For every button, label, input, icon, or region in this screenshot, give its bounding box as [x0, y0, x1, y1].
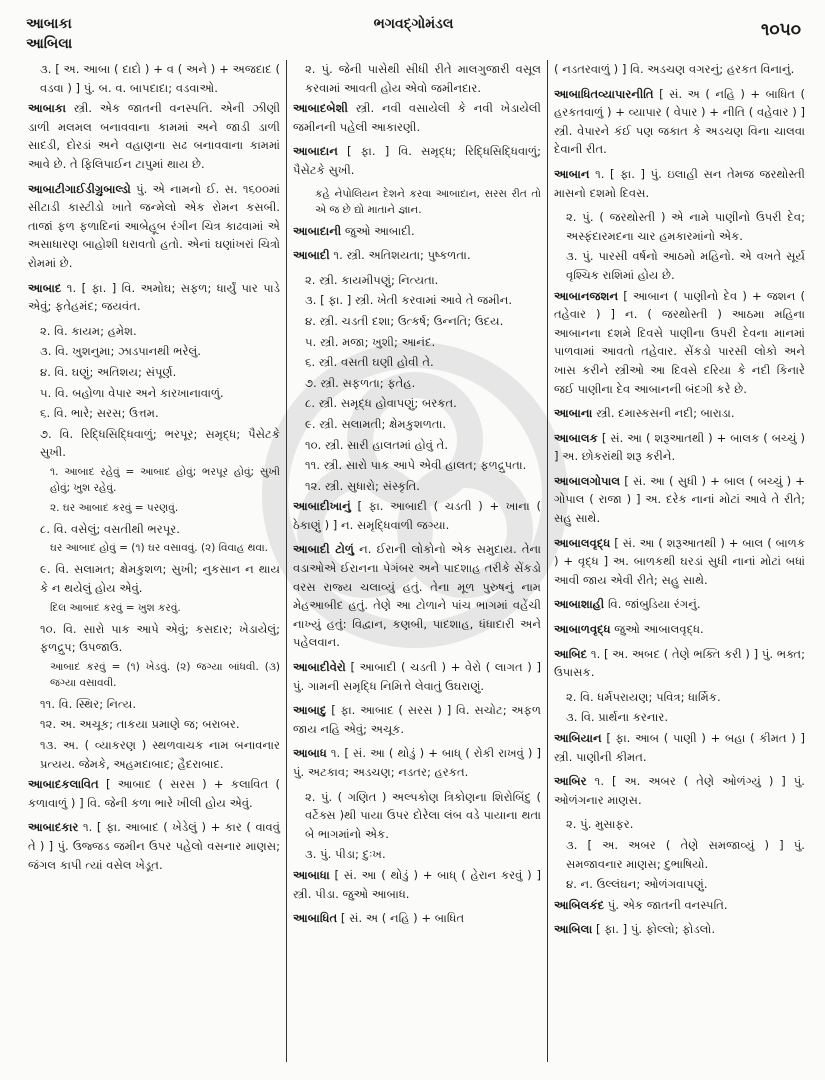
dictionary-entry [28, 818, 280, 874]
dictionary-entry [28, 540, 280, 556]
definition-text: ૭. સ્ત્રી. સફળતા; ફતેહ. [305, 375, 416, 390]
definition-text: ૪. ન. ઉલ્લંઘન; ઓળંગવાપણું. [566, 877, 708, 892]
dictionary-entry [28, 659, 280, 691]
dictionary-entry [28, 775, 280, 812]
definition-text: [ ફા. આબાદી ( ચડતી ) + ખાના ( ઠેકાણું ) ] ન. સમૃદ્ધિવાળી જગ્યા. [293, 499, 542, 532]
definition-text: ન. ઈરાની લોકોનો એક સમુદાય. તેના વડાઓએ ઈરાનના પેગંબર અને પાદશાહ તરીકે સેંકડો વરસ રાજ્ય ચલાવ્યું હતું. તેના મૂળ પુરુષનું નામ મેહઆબીદ હતું. તેણે આ ટોળાને પાંચ ભાગમાં વહેંચી નાખ્યું હતું: વિદ્વાન, કણબી, પાદશાહ, ધંધાદારી અને પહેલવાન. [293, 542, 542, 650]
definition-text: કહે નેપોલિયન દેશને કરવા આબાદાન, સરસ રીત તો એ જ છે દ્યો માતાને જ્ઞાન. [315, 187, 541, 216]
headword: આબાનજશન [554, 288, 619, 303]
dictionary-entry [293, 246, 541, 265]
definition-text: ૫. સ્ત્રી. મજા; ખુશી; આનંદ. [305, 334, 436, 349]
definition-text: [ સં. આ ( થોડું ) + બાધ્ ( હેરાન કરવું ) ] સ્ત્રી. પીડા. જુઓ આબાધ. [293, 867, 542, 901]
dictionary-entry [293, 99, 541, 136]
definition-text: [ ફા. આબાદ ( સરસ ) ] વિ. સચોટ; અફળ જાય નહિ એવું; અચૂક. [293, 703, 541, 736]
definition-text: [ સં. આ ( શરૂઆતથી ) + બાલ ( બાળક ) + વૃદ્ધ ] અ. બાળકથી ઘરડાં સુધી નાનાં મોટાં બધાં આવી જાય એવી રીતે; સહુ સાથે. [554, 535, 806, 587]
dictionary-entry [554, 836, 805, 873]
definition-text: ૧૧. વિ. સ્થિર; નિત્ય. [40, 696, 137, 711]
definition-text: [ આબાદી ( ચડતી ) + વેરો ( લાગત ) ] પું. ગામની સમૃદ્ધિ નિમિત્તે લેવાતું ઉઘરાણું. [293, 660, 541, 693]
dictionary-entry [293, 497, 541, 534]
definition-text: [ સં. આ ( સુધી ) + બાલ ( બચ્ચું ) + ગોપાલ ( રાજા ) ] અ. દરેક નાનાં મોટાં આવે તે રીતે; સહુ સાથે. [554, 473, 805, 526]
definition-text: [ ફા. ] પું. ફોલ્લો; ફોડલો. [595, 922, 716, 937]
definition-text: ૨. વિ. કાયમ; હમેશ. [40, 323, 137, 338]
dictionary-entry [28, 464, 280, 496]
dictionary-entry [554, 920, 805, 939]
headword: આબાના [554, 406, 593, 421]
dictionary-entry [293, 60, 541, 97]
definition-text: ૧. સ્ત્રી. અતિશયતા; પુષ્કળતા. [333, 248, 471, 263]
dictionary-entry [293, 788, 541, 844]
dictionary-entry [554, 208, 805, 245]
dictionary-entry [554, 688, 805, 707]
headword: આબિલકંદ [554, 897, 605, 912]
definition-text: [ ફા. ] વિ. સમૃદ્ધ; રિદ્ધિસિદ્ધિવાળું; પૈસેટકે સુખી. [293, 144, 541, 177]
definition-text: ૪. વિ. ઘણું; અતિશય; સંપૂર્ણ. [40, 364, 177, 379]
dictionary-entry [293, 415, 541, 434]
column-1 [22, 60, 286, 1062]
definition-text: ૩. વિ. પ્રાર્થના કરનાર. [566, 710, 669, 725]
dictionary-entry [293, 540, 541, 652]
dictionary-entry [28, 342, 280, 361]
definition-text: ૨. પું. મુસાફર. [566, 817, 634, 832]
headword: આબાદાન [293, 144, 338, 159]
dictionary-entry [28, 384, 280, 403]
headword: આબાધ [293, 746, 327, 761]
headword: આબાદીખાનું [293, 499, 351, 514]
dictionary-entry [554, 708, 805, 727]
dictionary-entry [28, 180, 280, 273]
dictionary-entry [293, 222, 541, 241]
headword: આબાધા [293, 867, 330, 882]
definition-text: ૩. વિ. ખુશનુમા; ઝાડપાનથી ભરેલું. [40, 344, 201, 359]
dictionary-entry [293, 312, 541, 331]
dictionary-entry [554, 472, 805, 528]
headword: આબિલા [554, 922, 593, 937]
dictionary-entry [554, 85, 805, 159]
definition-text: જુઓ આબાલવૃદ્ધ. [614, 622, 704, 637]
definition-text: ૨. ઘર આબાદ કરવું = પરણવું. [50, 501, 179, 514]
dictionary-entry [293, 394, 541, 413]
guide-word-last: આબિલા [26, 36, 73, 52]
definition-text: [ સં. આ ( શરૂઆતથી ) + બાલક ( બચ્ચું ) ] અ. છોકરાંથી શરૂ કરીને. [554, 430, 806, 464]
dictionary-entry [28, 500, 280, 516]
dictionary-entry [293, 291, 541, 310]
dictionary-entry [28, 736, 280, 773]
dictionary-entry [293, 142, 541, 179]
dictionary-entry [554, 729, 805, 766]
dictionary-entry [293, 186, 541, 218]
definition-text: ૬. વિ. ભારે; સરસ; ઉત્તમ. [40, 406, 159, 421]
definition-text: ૧. [ સં. આ ( થોડું ) + બાધ્ ( રોકી રાખવું ) ] પું. અટકાવ; અડચણ; નડતર; હરકત. [293, 746, 541, 779]
dictionary-entry [28, 99, 280, 173]
dictionary-entry [293, 374, 541, 393]
dictionary-entry [293, 271, 541, 290]
definition-text: ૪. સ્ત્રી. ચડતી દશા; ઉત્કર્ષ; ઉન્નતિ; ઉદય. [305, 313, 504, 328]
dictionary-entry [293, 744, 541, 781]
dictionary-entry [293, 701, 541, 738]
definition-text: ૩. પું. પારસી વર્ષનો આઠમો મહિનો. એ વખતે સૂર્ય વૃશ્ચિક રાશિમાં હોય છે. [566, 249, 805, 282]
definition-text: [ સં. અ ( નહિ ) + બાધિત [340, 911, 465, 926]
headword: આબાદકાર [28, 820, 79, 835]
definition-text: ૨. વિ. ધર્મપરાયણ; પવિત્ર; ધાર્મિક. [566, 689, 721, 704]
dictionary-entry [554, 620, 805, 639]
dictionary-entry [28, 600, 280, 616]
dictionary-entry [554, 287, 805, 399]
dictionary-entry [554, 429, 805, 466]
definition-text: જુઓ આબાદી. [344, 223, 415, 238]
definition-text: ૮. વિ. વસેલું; વસતીથી ભરપૂર. [40, 521, 180, 536]
dictionary-entry [293, 845, 541, 864]
definition-text: સ્ત્રી. નવી વસાયેલી કે નવી ખેડાયેલી જમીનની પહેલી આકારણી. [293, 101, 541, 134]
dictionary-entry [293, 866, 541, 903]
headword: આબાધિત [293, 911, 338, 926]
headword: આબાદ [28, 280, 62, 295]
definition-text: સ્ત્રી. દમાસ્કસની નદી; બારાડા. [596, 406, 735, 421]
definition-text: ૧. આબાદ રહેવું = આબાદ હોવું; ભરપૂર હોવું; સુખી હોવું; ખુશ રહેવું. [50, 465, 280, 494]
dictionary-entry [554, 645, 805, 682]
definition-text: [ આબાન ( પાણીનો દેવ ) + જશન ( તહેવાર ) ] ન. ( જરથોસ્તી ) આઠમા મહિના આબાનના દશમે દિવસે પાણીના ઉપરી દેવના માનમાં પાળવામાં આવતો તહેવાર. સેંકડો પારસી લોકો અને ખાસ કરીને સ્ત્રીઓ આ દિવસે દરિયા કે નદી કિનારે જઈ પાણીના દેવ આબાનની બંદગી કરે છે. [554, 288, 805, 396]
dictionary-entry [554, 404, 805, 423]
dictionary-entry [28, 520, 280, 539]
dictionary-entry [554, 534, 805, 590]
headword: આબિદ [554, 646, 588, 661]
dictionary-entry [28, 425, 280, 462]
dictionary-entry [293, 333, 541, 352]
dictionary-entry [28, 560, 280, 597]
headword: આબાકા [28, 101, 66, 116]
column-2 [286, 60, 548, 1062]
definition-text: પું. એક જાતની વનસ્પતિ. [607, 897, 728, 912]
definition-text: ૩. [ ફા. ] સ્ત્રી. ખેતી કરવામાં આવે તે જમીન. [305, 293, 513, 308]
definition-text: ૧૧. સ્ત્રી. સારો પાક આપે એવી હાલત; ફળદ્રુપતા. [305, 458, 527, 473]
headword: આબાળવૃદ્ધ [554, 622, 611, 637]
page-header [26, 14, 801, 58]
headword: આબિર [554, 774, 587, 789]
definition-text: ૯. વિ. સલામત; ક્ષેમકુશળ; સુખી; નુકસાન ન થાય કે ન થયેલું હોય એવું. [40, 562, 280, 596]
definition-text: ૧૦. વિ. સારો પાક આપે એવું; કસદાર; ખેડાયેલું; ફળદ્રુપ; ઉપજાઉ. [40, 621, 280, 655]
definition-text: સ્ત્રી. એક જાતની વનસ્પતિ. એની ઝીણી ડાળી મલમલ બનાવવાના કામમાં અને જાડી ડાળી સાદડી, દોરડાં અને વહાણના સઢ બનાવવાના કામમાં આવે છે. તે ફિલિપાઈન ટાપુમાં થાય છે. [28, 101, 281, 171]
definition-text: ૨. સ્ત્રી. કાયમીપણું; નિત્યતા. [305, 272, 439, 287]
headword: આબાશાહી [554, 597, 605, 612]
dictionary-entry [554, 595, 805, 614]
definition-text: [ આબાદ ( સરસ ) + કલાવિત ( કળાવાળું ) ] વિ. જેની કળા ભારે ખીલી હોય એવું. [28, 777, 280, 810]
dictionary-entry [28, 60, 280, 97]
headword: આબાટીગાઈડીગ્રુબાલ્ડો [28, 181, 131, 196]
definition-text: [ ફા. આબ ( પાણી ) + બહા ( કીમત ) ] સ્ત્રી. પાણીની કીમત. [554, 731, 806, 764]
definition-text: ૩. [ અ. આબા ( દાદો ) + વ ( અને ) + અજદાદ ( વડવા ) ] પું. બ. વ. બાપદાદા; વડવાઓ. [40, 62, 280, 95]
dictionary-entry [293, 658, 541, 695]
definition-text: ૧. [ અ. અબદ ( તેણે ભક્તિ કરી ) ] પું. ભક્ત; ઉપાસક. [554, 646, 806, 680]
dictionary-entry [293, 477, 541, 496]
definition-text: ૧૦. સ્ત્રી. સારી હાલતમાં હોવું તે. [305, 437, 449, 452]
definition-text: ૫. વિ. બહોળા વેપાર અને કારખાનાવાળું. [40, 385, 224, 400]
definition-text: ૧૨. અ. અચૂક; તાકયા પ્રમાણે જ; બરાબર. [40, 717, 240, 732]
column-3 [548, 60, 811, 1062]
dictionary-entry [554, 247, 805, 284]
dictionary-entry [554, 896, 805, 915]
headword: આબિયાન [554, 731, 602, 745]
definition-text: ઘર આબાદ હોવું = (૧) ઘર વસાવવું. (૨) વિવાહ થવા. [50, 542, 269, 555]
definition-text: ૭. વિ. રિદ્ધિસિદ્ધિવાળું; ભરપૂર; સમૃદ્ધ; પૈસેટકે સુખી. [40, 426, 280, 460]
definition-text: ૨. પું. ( ગણિત ) અલ્પકોણ ત્રિકોણના શિરોબિંદુ ( વર્ટેક્સ )થી પાયા ઉપર દોરેલા લંબ વડે પાયાના થતા બે ભાગમાંનો એક. [305, 789, 541, 841]
definition-text: ૧. [ ફા. ] વિ. અમોઘ; સફળ; ધાર્યું પાર પાડે એવું; ફતેહમંદ; જયવંત. [28, 280, 280, 314]
definition-text: ૮. સ્ત્રી. સમૃદ્ધ હોવાપણું; બરકત. [305, 396, 457, 411]
definition-text: ૧. [ ફા. આબાદ ( ખેડેલું ) + કાર ( વાવવું તે ) ] પું. ઉજ્જડ જમીન ઉપર પહેલો વસનાર માણસ; જંગલ કાપી ત્યાં વસેલ ખેડૂત. [28, 820, 281, 872]
headword: આબાદીવેરો [293, 660, 346, 675]
headword: આબાદી [293, 248, 330, 263]
page-number: ૧૦૫૦ [761, 20, 801, 40]
headword: આબાદાની [293, 223, 342, 238]
dictionary-title: ભગવદ્ગોમંડલ [373, 16, 454, 32]
dictionary-columns [22, 60, 811, 1062]
dictionary-entry [554, 772, 805, 809]
dictionary-entry [28, 404, 280, 423]
definition-text: ૧. [ અ. અબર ( તેણે ઓળંગ્યું ) ] પું. ઓળંગનાર માણસ. [554, 774, 805, 807]
definition-text: ૧. [ ફા. ] પું. ઇલાહી સન તેમજ જરથોસ્તી માસનો દશમો દિવસ. [554, 166, 805, 200]
definition-text: દિલ આબાદ કરવું = ખુશ કરવું. [50, 601, 181, 614]
dictionary-entry [554, 815, 805, 834]
headword: આબાલવૃદ્ધ [554, 535, 611, 550]
headword: આબાલગોપાલ [554, 473, 621, 488]
definition-text: ( નડતરવાળું ) ] વિ. અડચણ વગરનું; હરકત વિનાનું. [554, 62, 795, 76]
dictionary-entry [293, 436, 541, 455]
headword: આબાલક [554, 430, 598, 445]
dictionary-entry [293, 353, 541, 372]
definition-text: [ સં. અ ( નહિ ) + બાધિત ( હરકતવાળું ) + વ્યાપાર ( વેપાર ) + નીતિ ( વહેવાર ) ] સ્ત્રી. વેપારને કંઈ પણ જકાત કે અડચણ વિના ચાલવા દેવાની રીત. [554, 86, 806, 157]
definition-text: ૧૨. સ્ત્રી. સુધારો; સંસ્કૃતિ. [305, 478, 420, 493]
guide-word-first: આબાકા [26, 16, 72, 32]
dictionary-entry [28, 363, 280, 382]
dictionary-entry [28, 620, 280, 657]
definition-text: ૯. સ્ત્રી. સલામતી; ક્ષેમકુશળતા. [305, 416, 447, 431]
definition-text: ૩. પું. પીડા; દુઃખ. [305, 847, 386, 862]
dictionary-entry [28, 279, 280, 316]
headword: આબાદબેશી [293, 101, 348, 116]
definition-text: ૧૩. અ. ( વ્યાકરણ ) સ્થળવાચક નામ બનાવનાર પ્રત્યય. જેમકે, અહમદાબાદ; હૈદરાબાદ. [40, 738, 280, 771]
definition-text: વિ. જાંબુડિયા રંગનું. [607, 597, 701, 612]
headword: આબાદી ટોળું [293, 542, 354, 557]
dictionary-entry [293, 909, 541, 928]
headword: આબાદકલાવિત [28, 777, 99, 792]
definition-text: ૨. પું. જેની પાસેથી સીધી રીતે માલગુજારી વસૂલ કરવામાં આવતી હોય એવો જમીનદાર. [305, 62, 541, 95]
definition-text: પું. એ નામનો ઈ. સ. ૧૬૦૦માં સીટાડી કાસ્ટીડો ખાતે જન્મેલો એક રોમન કસબી. તાજાં ફળ ફળાદિનાં આબેહૂબ રંગીન ચિત્ર કાઢવામાં એ અસાધારણ બાહોશી ધરાવતો હતો. એનાં ઘણાંખરાં ચિત્રો રોમમાં છે. [28, 181, 280, 270]
headword: આબાધિતવ્યાપારનીતિ [554, 86, 654, 101]
dictionary-entry [554, 165, 805, 202]
dictionary-entry [28, 322, 280, 341]
dictionary-entry [554, 875, 805, 894]
dictionary-entry [293, 456, 541, 475]
dictionary-entry [28, 695, 280, 714]
definition-text: ૩. [ અ. અબર ( તેણે સમજાવ્યું ) ] પું. સમજાવનાર માણસ; દુભાષિયો. [566, 837, 805, 871]
definition-text: આબાદ કરવું = (૧) ખેડવું. (૨) જગ્યા બાંધવી. (૩) જગ્યા વસાવવી. [50, 660, 280, 689]
definition-text: ૨. પું. ( જરથોસ્તી ) એ નામે પાણીનો ઉપરી દેવ; અસ્ફંદારમદના ચાર હમકારમાંનો એક. [566, 210, 805, 243]
dictionary-entry [554, 60, 805, 79]
headword: આબાદુ [293, 703, 327, 718]
definition-text: ૬. સ્ત્રી. વસતી ઘણી હોવી તે. [305, 355, 434, 370]
dictionary-entry [28, 715, 280, 734]
headword: આબાન [554, 166, 590, 181]
